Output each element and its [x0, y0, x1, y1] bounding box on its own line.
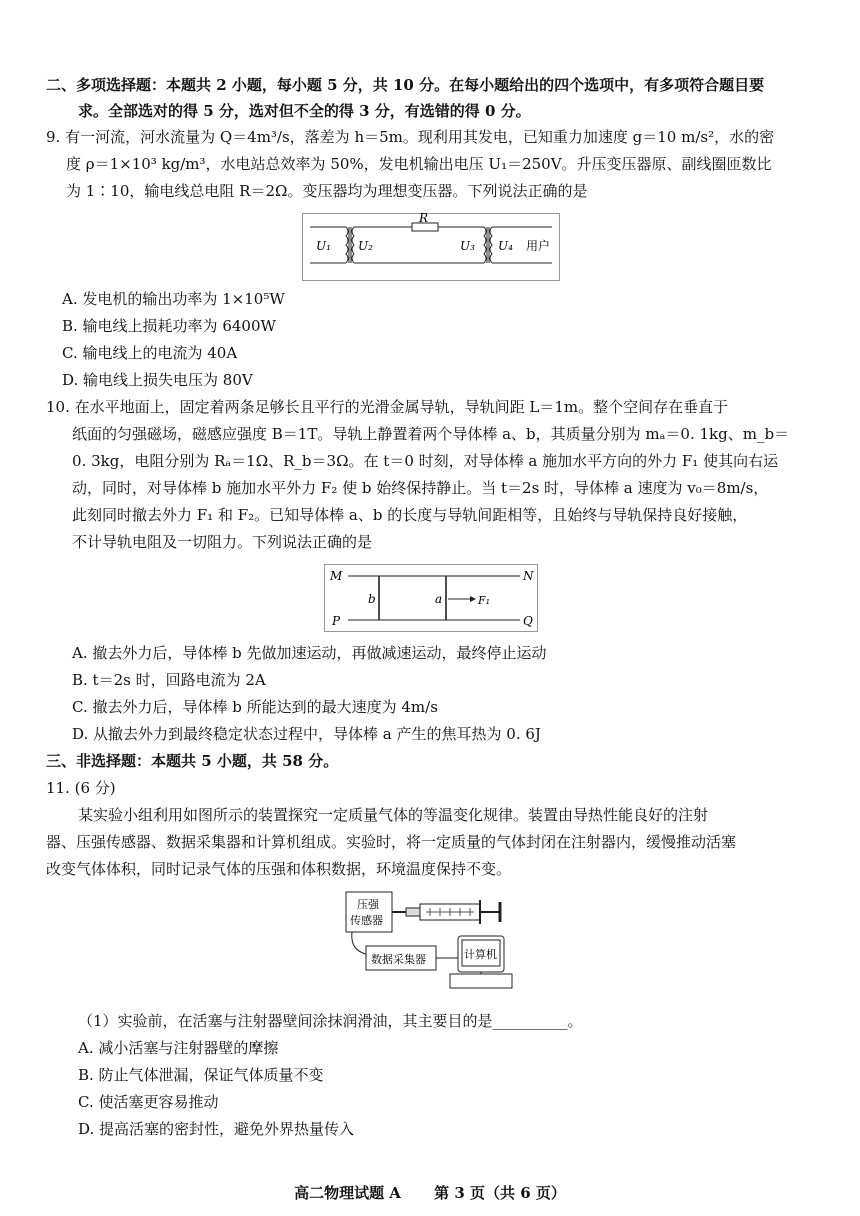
- q9-option-b: B. 输电线上损耗功率为 6400W: [62, 317, 276, 335]
- q11-apparatus-figure: [340, 888, 516, 1000]
- q9-fig-u1: U₁: [316, 239, 331, 253]
- q10-stem-line3: 0. 3kg，电阻分别为 Rₐ＝1Ω、R_b＝3Ω。在 t＝0 时刻，对导体棒 a 施加水平方向的外力 F₁ 使其向右运: [72, 452, 779, 470]
- q10-fig-b: b: [368, 592, 376, 606]
- q11-option-b: B. 防止气体泄漏，保证气体质量不变: [78, 1066, 324, 1084]
- q9-option-a: A. 发电机的输出功率为 1×10⁵W: [62, 290, 285, 308]
- q11-option-c: C. 使活塞更容易推动: [78, 1093, 219, 1111]
- q9-fig-user: 用户: [526, 239, 551, 253]
- q11-fig-sensor-line2: 传感器: [350, 914, 383, 927]
- q10-stem-line5: 此刻同时撤去外力 F₁ 和 F₂。已知导体棒 a、b 的长度与导轨间距相等，且始终与导轨保持良好接触，: [72, 506, 748, 524]
- q9-fig-r: R: [419, 213, 429, 225]
- q11-stem-line1: 某实验小组利用如图所示的装置探究一定质量气体的等温变化规律。装置由导热性能良好的注射: [78, 806, 709, 824]
- q10-option-c: C. 撤去外力后，导体棒 b 所能达到的最大速度为 4m/s: [72, 698, 438, 716]
- q10-fig-m: M: [330, 569, 343, 583]
- q10-stem-line2: 纸面的匀强磁场，磁感应强度 B＝1T。导轨上静置着两个导体棒 a、b，其质量分别为 mₐ＝0. 1kg、m_b＝: [72, 425, 790, 443]
- q9-stem-line1: 9. 有一河流，河水流量为 Q＝4m³/s，落差为 h＝5m。现利用其发电，已知重力加速度 g＝10 m/s²，水的密: [46, 128, 775, 146]
- q10-option-d: D. 从撤去外力到最终稳定状态过程中，导体棒 a 产生的焦耳热为 0. 6J: [72, 725, 541, 743]
- q10-fig-p: P: [332, 614, 341, 628]
- q9-option-c: C. 输电线上的电流为 40A: [62, 344, 238, 362]
- q9-stem-line2: 度 ρ＝1×10³ kg/m³，水电站总效率为 50%，发电机输出电压 U₁＝250V。升压变压器原、副线圈匝数比: [66, 155, 772, 173]
- footer-exam-title: 高二物理试题 A: [294, 1184, 401, 1202]
- q11-fig-collector: 数据采集器: [371, 953, 426, 966]
- section3-heading: 三、非选择题：本题共 5 小题，共 58 分。: [46, 752, 339, 770]
- q10-stem-line1: 10. 在水平地面上，固定着两条足够长且平行的光滑金属导轨，导轨间距 L＝1m。整个空间存在垂直于: [46, 398, 729, 416]
- q10-rails-figure: [324, 564, 538, 636]
- footer-page-number: 第 3 页（共 6 页）: [434, 1184, 566, 1202]
- q11-fig-computer: 计算机: [464, 948, 497, 961]
- q10-stem-line4: 动，同时，对导体棒 b 施加水平外力 F₂ 使 b 始终保持静止。当 t＝2s 时，导体棒 a 速度为 v₀＝8m/s，: [72, 479, 769, 497]
- q9-option-d: D. 输电线上损失电压为 80V: [62, 371, 253, 389]
- q9-transmission-figure: [302, 213, 560, 285]
- q9-fig-u4: U₄: [498, 239, 513, 253]
- q10-option-b: B. t＝2s 时，回路电流为 2A: [72, 671, 266, 689]
- page-footer: [0, 1182, 860, 1203]
- q11-number: 11. (6 分): [46, 779, 116, 797]
- section2-heading-line2: 求。全部选对的得 5 分，选对但不全的得 3 分，有选错的得 0 分。: [78, 102, 531, 120]
- q11-stem-line2: 器、压强传感器、数据采集器和计算机组成。实验时，将一定质量的气体封闭在注射器内，缓慢推动活塞: [46, 833, 737, 851]
- q10-fig-q: Q: [523, 614, 533, 628]
- q10-stem-line6: 不计导轨电阻及一切阻力。下列说法正确的是: [72, 533, 373, 551]
- q11-fig-sensor-line1: 压强: [357, 898, 379, 911]
- q10-option-a: A. 撤去外力后，导体棒 b 先做加速运动，再做减速运动，最终停止运动: [72, 644, 547, 662]
- q10-fig-f1: F₁: [478, 594, 491, 607]
- q9-fig-u3: U₃: [460, 239, 475, 253]
- q9-stem-line3: 为 1∶10，输电线总电阻 R＝2Ω。变压器均为理想变压器。下列说法正确的是: [66, 182, 588, 200]
- q11-subquestion-1: （1）实验前，在活塞与注射器壁间涂抹润滑油，其主要目的是__________。: [78, 1012, 583, 1030]
- q10-fig-a: a: [435, 592, 443, 606]
- q11-option-a: A. 减小活塞与注射器壁的摩擦: [78, 1039, 279, 1057]
- q9-fig-u2: U₂: [358, 239, 373, 253]
- q11-option-d: D. 提高活塞的密封性，避免外界热量传入: [78, 1120, 355, 1138]
- q11-stem-line3: 改变气体体积，同时记录气体的压强和体积数据，环境温度保持不变。: [46, 860, 512, 878]
- section2-heading-line1: 二、多项选择题：本题共 2 小题，每小题 5 分，共 10 分。在每小题给出的四个选项中，有多项符合题目要: [46, 76, 765, 94]
- q10-fig-n: N: [523, 569, 534, 583]
